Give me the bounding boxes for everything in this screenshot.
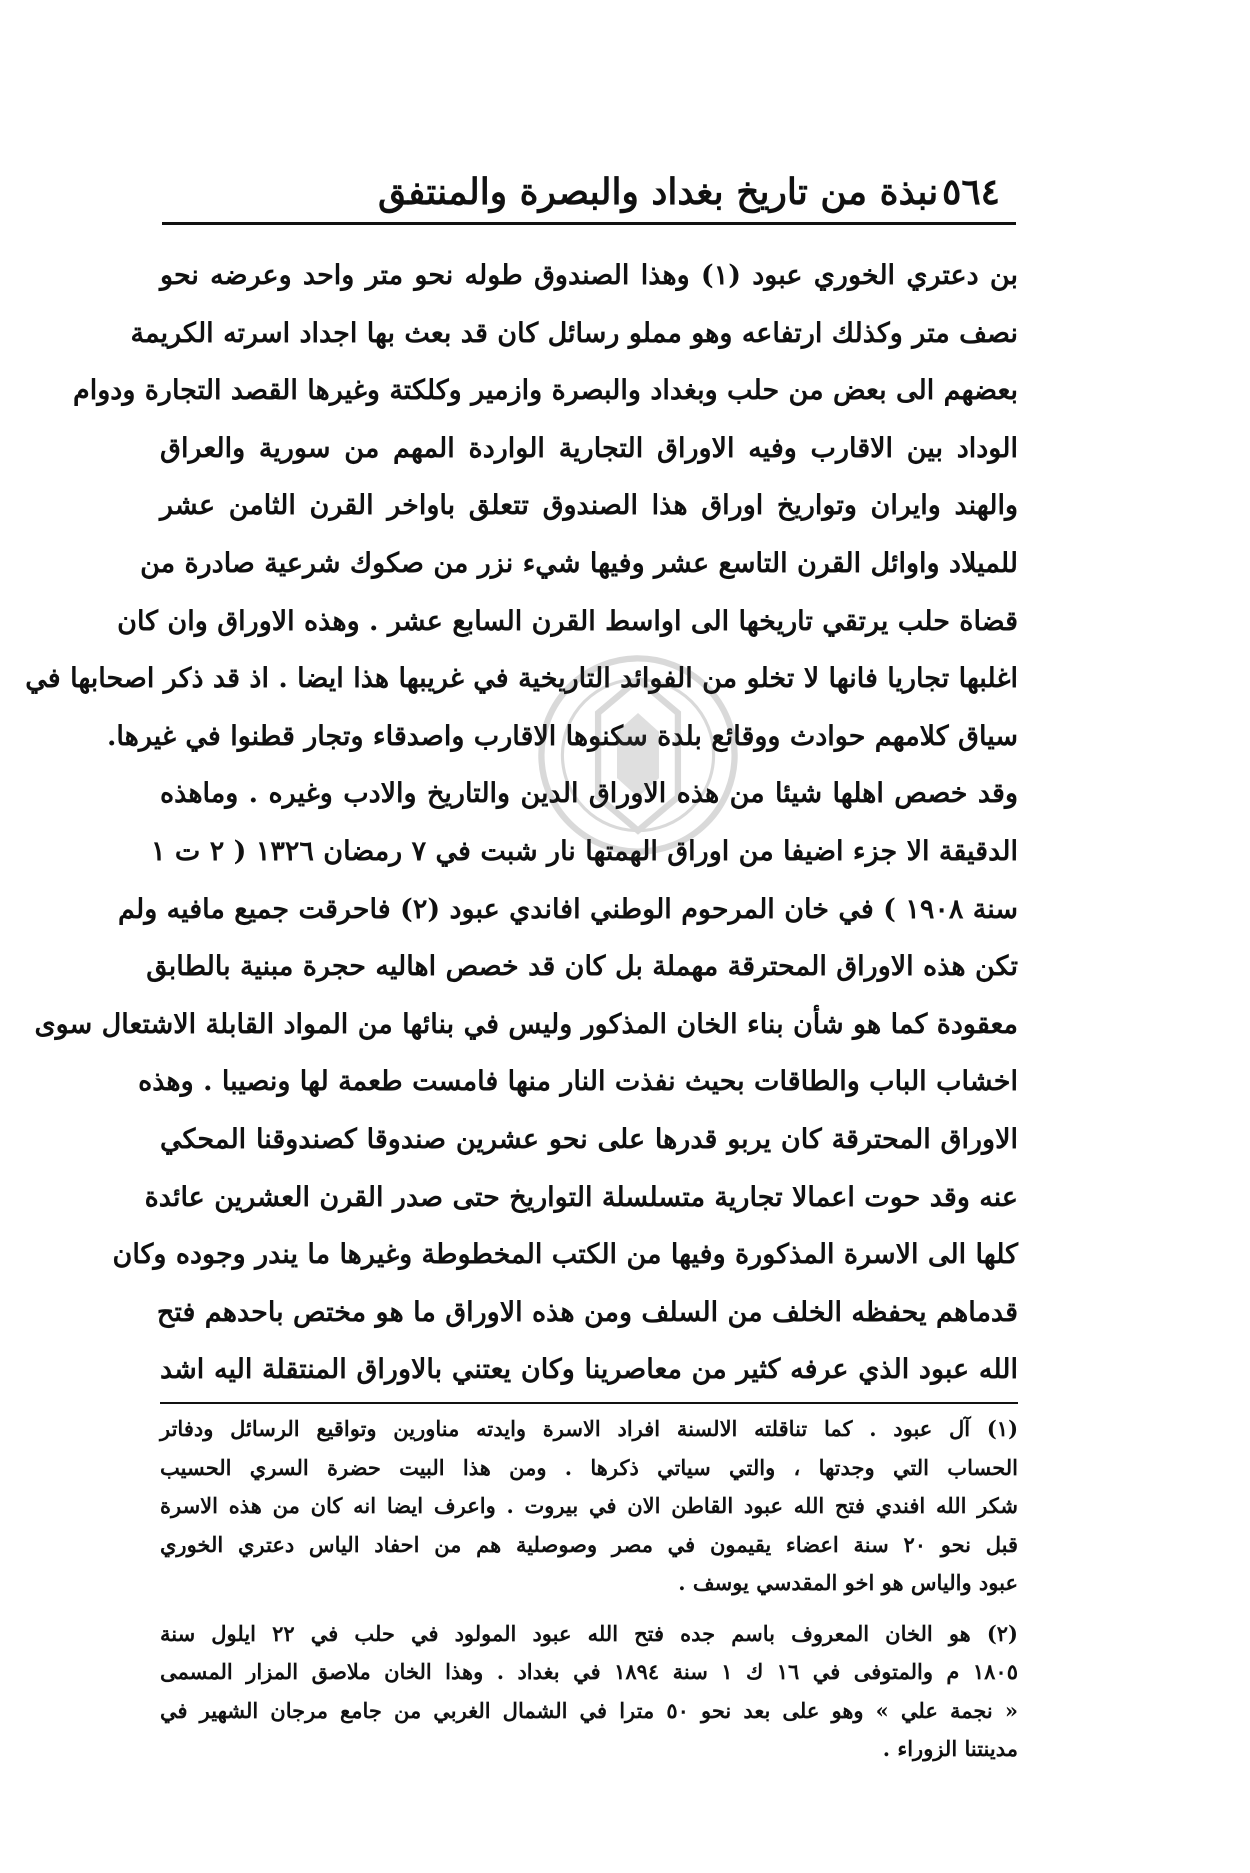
running-head <box>378 162 1000 222</box>
body-line: للميلاد واوائل القرن التاسع عشر وفيها شيء نزر من صكوك شرعية صادرة من <box>140 547 1018 579</box>
running-title: نبذة من تاريخ بغداد والبصرة والمنتفق <box>378 171 939 213</box>
footnote-rule <box>160 1402 1018 1404</box>
body-line: معقودة كما هو شأن بناء الخان المذكور وليس في بنائها من المواد القابلة الاشتعال سوى <box>34 1008 1018 1040</box>
body-line: الله عبود الذي عرفه كثير من معاصرينا وكان يعتني بالاوراق المنتقلة اليه اشد <box>160 1354 1018 1386</box>
body-line: وقد خصص اهلها شيئا من هذه الاوراق الدين والتاريخ والادب وغيره . وماهذه <box>160 778 1018 810</box>
header-rule <box>162 222 1016 225</box>
footnote-1-line: عبود والياس هو اخو المقدسي يوسف . <box>678 1570 1018 1595</box>
body-line: نصف متر وكذلك ارتفاعه وهو مملو رسائل كان قد بعث بها اجداد اسرته الكريمة <box>130 317 1018 349</box>
body-line: اخشاب الباب والطاقات بحيث نفذت النار منها فامست طعمة لها ونصيبا . وهذه <box>138 1066 1018 1098</box>
footnote-2-line: (٢) هو الخان المعروف باسم جده فتح الله عبود المولود في حلب في ٢٢ ايلول سنة <box>160 1620 1018 1646</box>
footnote-spacer <box>160 1603 1018 1615</box>
body-line: الاوراق المحترقة كان يربو قدرها على نحو عشرين صندوقا كصندوقنا المحكي <box>160 1123 1018 1155</box>
footnote-1-line: الحساب التي وجدتها ، والتي سياتي ذكرها . ومن هذا البيت حضرة السري الحسيب <box>160 1454 1018 1480</box>
body-line: بن دعتري الخوري عبود (١) وهذا الصندوق طوله نحو متر واحد وعرضه نحو <box>160 260 1019 291</box>
body-line: تكن هذه الاوراق المحترقة مهملة بل كان قد خصص اهاليه حجرة مبنية بالطابق <box>146 951 1018 983</box>
footnote-2-line: « نجمة علي » وهو على بعد نحو ٥٠ مترا في الشمال الغربي من جامع مرجان الشهير في <box>160 1697 1019 1723</box>
footnote-2-line: مدينتنا الزوراء . <box>882 1736 1018 1761</box>
body-line: اغلبها تجاريا فانها لا تخلو من الفوائد التاريخية في غريبها هذا ايضا . اذ قد ذكر اصحابها في <box>25 663 1018 695</box>
body-line: الدقيقة الا جزء اضيفا من اوراق الهمتها نار شبت في ٧ رمضان ١٣٢٦ ( ٢ ت ١ <box>151 835 1018 867</box>
body-line: قضاة حلب يرتقي تاريخها الى اواسط القرن السابع عشر . وهذه الاوراق وان كان <box>117 605 1018 637</box>
page-number: ٥٦٤ <box>941 171 1000 213</box>
body-line: كلها الى الاسرة المذكورة وفيها من الكتب المخطوطة وغيرها ما يندر وجوده وكان <box>112 1239 1018 1271</box>
footnote-1-line: (١) آل عبود . كما تناقلته الالسنة افراد الاسرة وايدته مناورين وتواقيع الرسائل ودفاتر <box>160 1416 1018 1441</box>
body-line: سنة ١٩٠٨ ) في خان المرحوم الوطني افاندي عبود (٢) فاحرقت جميع مافيه ولم <box>118 893 1018 925</box>
footnotes <box>160 1410 1018 1769</box>
body-line: الوداد بين الاقارب وفيه الاوراق التجارية الواردة المهم من سورية والعراق <box>160 432 1018 464</box>
institution-seal-watermark-icon <box>533 650 743 860</box>
body-line: والهند وايران وتواريخ اوراق هذا الصندوق تتعلق باواخر القرن الثامن عشر <box>160 490 1018 522</box>
body-line: بعضهم الى بعض من حلب وبغداد والبصرة وازمير وكلكتة وغيرها القصد التجارة ودوام <box>73 375 1018 407</box>
footnote-2-line: ١٨٠٥ م والمتوفى في ١٦ ك ١ سنة ١٨٩٤ في بغداد . وهذا الخان ملاصق المزار المسمى <box>160 1659 1018 1684</box>
body-line: قدماهم يحفظه الخلف من السلف ومن هذه الاوراق ما هو مختص باحدهم فتح <box>156 1296 1018 1328</box>
footnote-1-line: شكر الله افندي فتح الله عبود القاطن الان في بيروت . واعرف ايضا انه كان من هذه الاسرة <box>160 1493 1018 1518</box>
body-line: عنه وقد حوت اعمالا تجارية متسلسلة التواريخ حتى صدر القرن العشرين عائدة <box>144 1181 1018 1213</box>
footnote-1-line: قبل نحو ٢٠ سنة اعضاء يقيمون في مصر وصوصلية هم من احفاد الياس دعتري الخوري <box>160 1531 1019 1557</box>
body-line: سياق كلامهم حوادث ووقائع بلدة سكنوها الاقارب واصدقاء وتجار قطنوا في غيرها. <box>106 720 1018 752</box>
